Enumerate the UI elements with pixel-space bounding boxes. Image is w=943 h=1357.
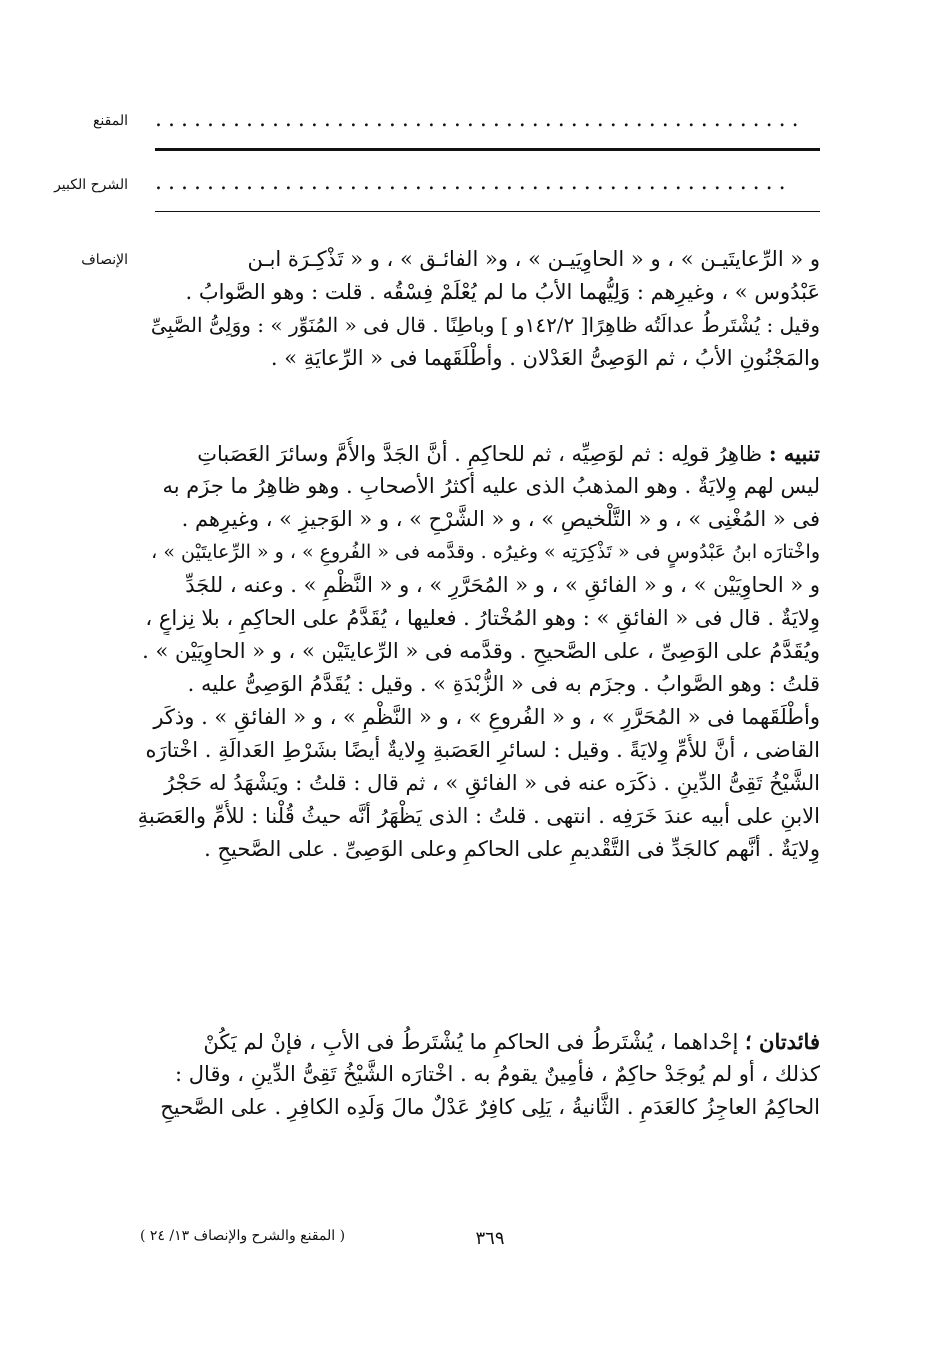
paragraph-faidatan <box>138 1025 820 1124</box>
tanbih-heading: تنبيه : <box>768 441 820 466</box>
text-line: وقيل : يُشْتَرطُ عدالَتُه ظاهِرًا[ ١٤٢/٢و ] وباطِنًا . قال فى « المُنَوِّر » : ووَلِىُّ الصَّبِىِّ <box>150 313 820 337</box>
sharh-dotted-placeholder: ................................................. <box>155 173 792 193</box>
text-line: والمَجْنُونِ الأبُ ، ثم الوَصِىُّ العَدْلان . وأطْلَقَهما فى « الرِّعايَةِ » . <box>270 346 820 370</box>
text-line: وِلايَةٌ . قال فى « الفائقِ » : وهو المُخْتارُ . فعليها ، يُقَدَّمُ على الحاكِمِ ، بلا نِزاعٍ ، <box>145 606 820 630</box>
page-number: ٣٦٩ <box>475 1228 505 1249</box>
paragraph-guardianship <box>138 243 820 375</box>
section-divider-thin <box>155 211 820 212</box>
text-line: ليس لهم وِلايَةٌ . وهو المذهبُ الذى عليه أكثرُ الأصحابِ . وهو ظاهِرُ ما جزَم به <box>162 474 820 498</box>
side-label-sharh: الشرح الكبير <box>54 177 128 193</box>
text-line: عَبْدُوس » ، وغيرِهم : وَلِيُّهما الأبُ ما لم يُعْلَمْ فِسْقُه . قلت : وهو الصَّوابُ . <box>185 280 820 304</box>
text-line: وأطْلَقَهما فى « المُحَرَّرِ » ، و « الفُروعِ » ، و « النَّظْمِ » ، و « الفائقِ » . وذكَر <box>153 705 820 729</box>
text-line: فى « المُغْنِى » ، و « التَّلْخيصِ » ، و « الشَّرْحِ » ، و « الوَجيزِ » ، وغيرِهم . <box>181 507 820 531</box>
text-line: و « الرِّعايتَيـن » ، و « الحاوِيَيـن » ، و« الفائـق » ، و « تَذْكِـرَة ابـن <box>247 247 820 271</box>
section-divider-thick <box>155 148 820 151</box>
text-line: القاضى ، أنَّ للأُمِّ وِلايَةً . وقيل : لسائرِ العَصَبةِ وِلايةٌ أيضًا بشَرْطِ العَدالَةِ . اخْتارَه <box>145 738 820 762</box>
side-label-insaf: الإنصاف <box>81 252 128 268</box>
volume-reference: ( المقنع والشرح والإنصاف ١٣/ ٢٤ ) <box>140 1228 346 1244</box>
muqni-dotted-placeholder: .................................................. <box>155 110 805 130</box>
text-line: وِلايَةٌ . أنَّهم كالجَدِّ فى التَّقْديمِ على الحاكمِ وعلى الوَصِىِّ . على الصَّحيحِ . <box>204 837 820 861</box>
text-line: الحاكِمُ العاجِزُ كالعَدَمِ . الثَّانيةُ ، يَلِى كافِرٌ عَدْلٌ مالَ وَلَدِه الكافِرِ . على الصَّحيحِ <box>160 1095 820 1119</box>
text-line: الابنِ على أبيه عندَ خَرَفِه . انتهى . قلتُ : الذى يَظْهَرُ أنَّه حيثُ قُلْنا : للأُمِّ والعَصَبةِ <box>138 804 820 828</box>
tanbih-first-line: ظاهِرُ قولِه : ثم لوَصِيِّه ، ثم للحاكِمِ . أنَّ الجَدَّ والأُمَّ وسائرَ العَصَباتِ <box>197 442 763 466</box>
text-line <box>138 1025 820 1058</box>
faidatan-first-line: إحْداهما ، يُشْتَرطُ فى الحاكمِ ما يُشْتَرطُ فى الأبِ ، فإنْ لم يَكُنْ <box>203 1030 739 1054</box>
text-line <box>138 437 820 470</box>
faidatan-heading: فائدتان ؛ <box>745 1029 820 1054</box>
text-line: و « الحاوِيَيْن » ، و « الفائقِ » ، و « المُحَرَّرِ » ، و « النَّظْمِ » . وعنه ، للجَدِّ <box>185 573 820 597</box>
text-line: واخْتارَه ابنُ عَبْدُوسٍ فى « تَذْكِرَتِه » وغيرُه . وقدَّمه فى « الفُروعِ » ، و « الرِّعايتَيْن » ، <box>151 541 820 563</box>
text-line: ويُقَدَّمُ على الوَصِىِّ ، على الصَّحيحِ . وقدَّمه فى « الرِّعايتَيْن » ، و « الحاوِيَيْن » . <box>142 639 820 663</box>
text-line: الشَّيْخُ تَقِىُّ الدِّينِ . ذكَرَه عنه فى « الفائقِ » ، ثم قال : قلتُ : ويَشْهَدُ له حَجْرُ <box>164 771 820 795</box>
text-line: كذلك ، أو لم يُوجَدْ حاكِمٌ ، فأمِينٌ يقومُ به . اخْتارَه الشَّيْخُ تَقِىُّ الدِّينِ ، وقال : <box>175 1062 820 1086</box>
side-label-muqni: المقنع <box>92 113 128 129</box>
paragraph-tanbih <box>138 437 820 866</box>
text-line: قلتُ : وهو الصَّوابُ . وجزَم به فى « الزُّبْدَةِ » . وقيل : يُقَدَّمُ الوَصِىُّ عليه . <box>187 672 820 696</box>
